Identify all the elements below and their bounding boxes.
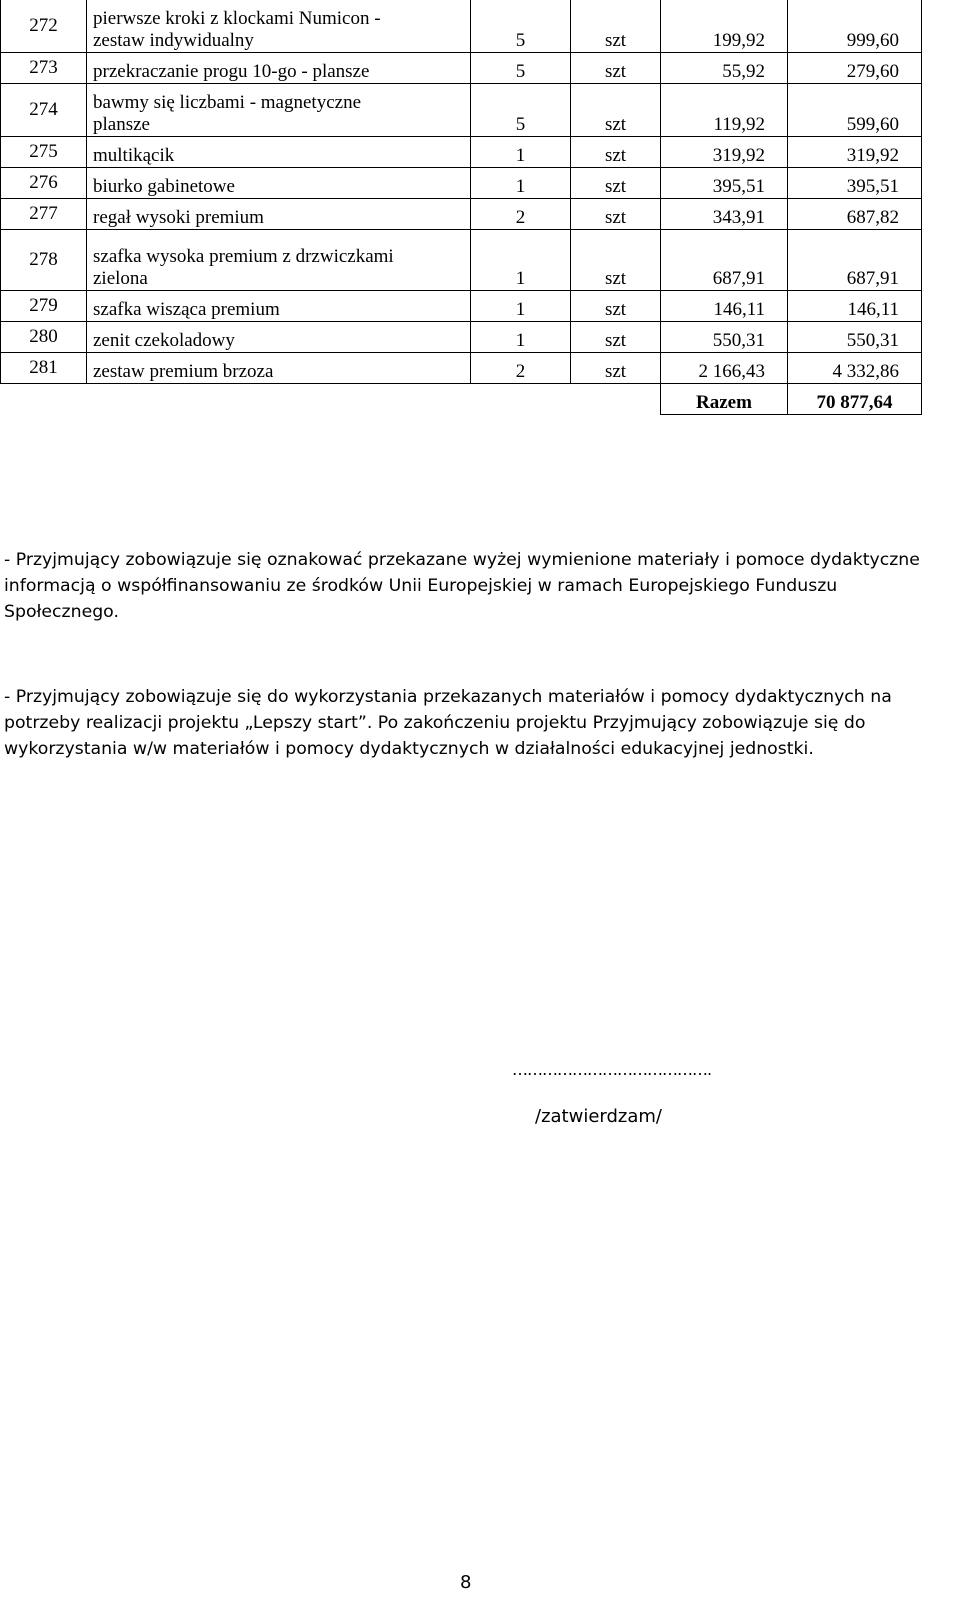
row-number-cell: 273 [1, 53, 87, 84]
unit-cell: szt [571, 353, 661, 384]
total-value-cell: 687,91 [788, 230, 922, 291]
item-name-cell [87, 230, 471, 291]
row-number-cell: 280 [1, 322, 87, 353]
item-name-line: bawmy się liczbami - magnetyczne [93, 92, 362, 113]
unit-cell: szt [571, 168, 661, 199]
item-name-line: biurko gabinetowe [93, 176, 235, 197]
row-number-cell: 278 [1, 230, 87, 291]
item-name-line: regał wysoki premium [93, 207, 264, 228]
total-value-cell: 599,60 [788, 84, 922, 137]
quantity-cell: 5 [471, 84, 571, 137]
unit-price-cell: 319,92 [661, 137, 788, 168]
total-value-cell: 279,60 [788, 53, 922, 84]
unit-price-cell: 395,51 [661, 168, 788, 199]
table-row [1, 199, 922, 230]
total-value-cell: 395,51 [788, 168, 922, 199]
unit-price-cell: 687,91 [661, 230, 788, 291]
item-name-line: zestaw premium brzoza [93, 361, 274, 382]
quantity-cell: 1 [471, 137, 571, 168]
quantity-cell: 1 [471, 168, 571, 199]
quantity-cell: 2 [471, 353, 571, 384]
row-number-cell: 277 [1, 199, 87, 230]
row-number-cell: 272 [1, 0, 87, 53]
item-name-line: multikącik [93, 145, 175, 166]
item-name-cell [87, 137, 471, 168]
obligation-paragraph-marking: - Przyjmujący zobowiązuje się oznakować przekazane wyżej wymienione materiały i pomoce dydaktyczne informacją o współfinansowaniu ze środków Unii Europejskiej w ramach Europejskiego Funduszu Społecznego. [4, 550, 920, 622]
quantity-cell: 1 [471, 291, 571, 322]
items-table [0, 0, 922, 415]
unit-cell: szt [571, 291, 661, 322]
item-name-line: zielona [93, 268, 148, 289]
row-number-cell: 275 [1, 137, 87, 168]
items-table-body [1, 0, 922, 415]
item-name-line: szafka wisząca premium [93, 299, 280, 320]
table-row [1, 84, 922, 137]
row-number-cell: 279 [1, 291, 87, 322]
table-row [1, 353, 922, 384]
total-value-cell: 4 332,86 [788, 353, 922, 384]
sum-label: Razem [661, 384, 788, 415]
item-name-cell [87, 322, 471, 353]
item-name-line: plansze [93, 114, 150, 135]
quantity-cell: 5 [471, 53, 571, 84]
unit-cell: szt [571, 322, 661, 353]
item-name-cell [87, 84, 471, 137]
unit-cell: szt [571, 84, 661, 137]
row-number-cell: 281 [1, 353, 87, 384]
signature-line: …………………………………. [512, 1060, 712, 1079]
item-name-cell [87, 168, 471, 199]
unit-price-cell: 146,11 [661, 291, 788, 322]
item-name-cell [87, 0, 471, 53]
sum-row-spacer [1, 384, 661, 415]
quantity-cell: 2 [471, 199, 571, 230]
item-name-cell [87, 353, 471, 384]
row-number-cell: 276 [1, 168, 87, 199]
item-name-line: zenit czekoladowy [93, 330, 235, 351]
unit-cell: szt [571, 230, 661, 291]
unit-price-cell: 550,31 [661, 322, 788, 353]
unit-cell: szt [571, 199, 661, 230]
obligation-paragraph-usage: - Przyjmujący zobowiązuje się do wykorzystania przekazanych materiałów i pomocy dydaktycznych na potrzeby realizacji projektu „Lepszy start”. Po zakończeniu projektu Przyjmujący zobowiązuje się do wykorzystania w/w materiałów i pomocy dydaktycznych w działalności edukacyjnej jednostki. [4, 687, 892, 759]
item-name-line: pierwsze kroki z klockami Numicon - [93, 8, 381, 29]
table-row [1, 0, 922, 53]
quantity-cell: 5 [471, 0, 571, 53]
item-name-cell [87, 291, 471, 322]
page-number: 8 [460, 1572, 472, 1593]
table-row [1, 230, 922, 291]
table-row [1, 137, 922, 168]
unit-cell: szt [571, 137, 661, 168]
table-row [1, 291, 922, 322]
item-name-line: szafka wysoka premium z drzwiczkami [93, 246, 394, 267]
sum-value: 70 877,64 [788, 384, 922, 415]
unit-price-cell: 199,92 [661, 0, 788, 53]
unit-price-cell: 343,91 [661, 199, 788, 230]
table-row [1, 53, 922, 84]
unit-price-cell: 119,92 [661, 84, 788, 137]
item-name-cell [87, 199, 471, 230]
total-value-cell: 550,31 [788, 322, 922, 353]
unit-cell: szt [571, 53, 661, 84]
unit-price-cell: 2 166,43 [661, 353, 788, 384]
unit-cell: szt [571, 0, 661, 53]
total-value-cell: 319,92 [788, 137, 922, 168]
quantity-cell: 1 [471, 230, 571, 291]
approval-label: /zatwierdzam/ [535, 1106, 662, 1127]
row-number-cell: 274 [1, 84, 87, 137]
total-value-cell: 687,82 [788, 199, 922, 230]
unit-price-cell: 55,92 [661, 53, 788, 84]
table-row [1, 322, 922, 353]
sum-row [1, 384, 922, 415]
total-value-cell: 146,11 [788, 291, 922, 322]
total-value-cell: 999,60 [788, 0, 922, 53]
table-row [1, 168, 922, 199]
item-name-line: zestaw indywidualny [93, 30, 254, 51]
quantity-cell: 1 [471, 322, 571, 353]
item-name-line: przekraczanie progu 10-go - plansze [93, 61, 370, 82]
item-name-cell [87, 53, 471, 84]
